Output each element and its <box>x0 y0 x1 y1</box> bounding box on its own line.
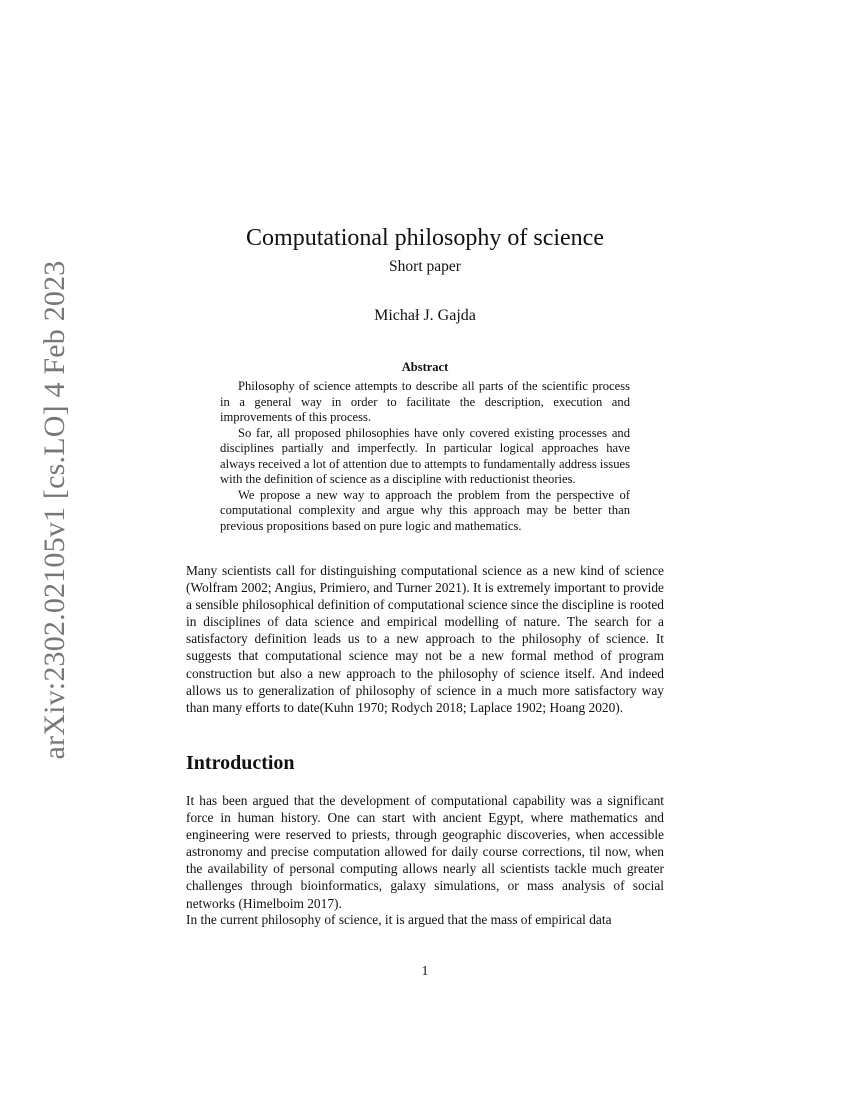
abstract-body <box>220 379 630 534</box>
introduction-paragraph-1 <box>186 792 664 912</box>
paper-title: Computational philosophy of science <box>246 225 604 251</box>
abstract-paragraph: So far, all proposed philosophies have only covered existing processes and disciplines partially and imperfectly. In particular logical approaches have always received a lot of attention due to attempts to fundamentally address issues with the definition of science as a discipline with reductionist theories. <box>220 425 630 486</box>
paper-subtitle: Short paper <box>389 258 461 275</box>
abstract-heading: Abstract <box>401 360 449 374</box>
arxiv-identifier: arXiv:2302.02105v1 [cs.LO] 4 Feb 2023 <box>38 260 71 760</box>
body-paragraph: It has been argued that the development of computational capability was a significant force in human history. One can start with ancient Egypt, where mathematics and engineering were reserved to priests, through geographic discoveries, when accessible astronomy and precise computation allowed for daily course corrections, til now, when the availability of personal computing allows nearly all scientists tackle much greater challenges through bioinformatics, galaxy simulations, or mass analysis of social networks (Himelboim 2017). <box>186 793 664 911</box>
intro-paragraph <box>186 562 664 716</box>
abstract-paragraph: Philosophy of science attempts to describe all parts of the scientific process in a general way in order to facilitate the description, execution and improvements of this process. <box>220 379 630 424</box>
introduction-paragraph-2 <box>186 911 664 928</box>
author-name: Michał J. Gajda <box>374 307 476 324</box>
page-number: 1 <box>421 963 429 978</box>
body-paragraph: In the current philosophy of science, it is argued that the mass of empirical data <box>186 912 612 927</box>
section-heading-introduction: Introduction <box>186 752 295 774</box>
body-paragraph: Many scientists call for distinguishing computational science as a new kind of science (Wolfram 2002; Angius, Primiero, and Turner 2021). It is extremely important to provide a sensible philosophical definition of computational science since the discipline is rooted in disciplines of data science and empirical modelling of nature. The search for a satisfactory definition leads us to a new approach to the philosophy of science. It suggests that computational science may not be a new formal method of program construction but also a new approach to the philosophy of science itself. And indeed allows us to generalization of philosophy of science in a much more satisfactory way than many efforts to date(Kuhn 1970; Rodych 2018; Laplace 1902; Hoang 2020). <box>186 563 664 715</box>
abstract-paragraph: We propose a new way to approach the problem from the perspective of computational complexity and argue why this approach may be better than previous propositions based on pure logic and mathematics. <box>220 487 630 533</box>
